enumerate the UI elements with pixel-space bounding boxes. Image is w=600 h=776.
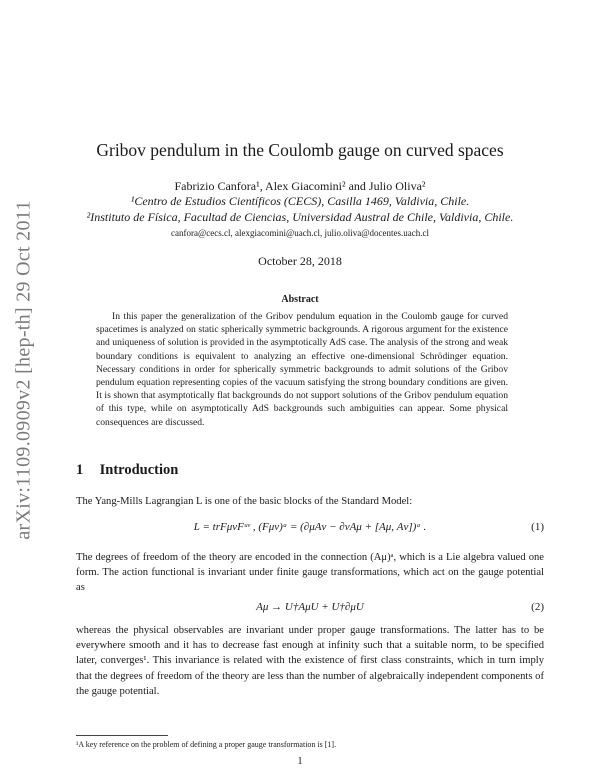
arxiv-identifier-text: arXiv:1109.0909v2 [hep-th] 29 Oct 2011 [12,200,35,540]
equation-1-number: (1) [531,521,544,533]
footnote-rule [76,735,168,736]
footnote: ¹A key reference on the problem of defining a proper gauge transformation is [1]. [76,740,337,749]
section-title: Introduction [99,462,179,478]
paragraph-3: whereas the physical observables are invariant under proper gauge transformations. The latter has to be everywhere smooth and it has to decrease fast enough at infinity such that a suitable norm, to be specified later, converges¹. This invariance is related with the existence of first class constraints, which in turn imply that the degrees of freedom of the theory are less than the number of algebraically independent components of the gauge potential. [76,625,544,697]
author-emails: canfora@cecs.cl, alexgiacomini@uach.cl, julio.oliva@docentes.uach.cl [170,228,429,238]
paper-title: Gribov pendulum in the Coulomb gauge on curved spaces [96,140,504,160]
abstract-heading: Abstract [281,294,319,305]
equation-1-body: L = trFμνFᵘᵛ , (Fμν)ᵃ = (∂μAν − ∂νAμ + [Aμ, Aν])ᵃ . [193,521,427,533]
section-heading [76,462,178,479]
equation-2-number: (2) [531,601,544,613]
author-list: Fabrizio Canfora¹, Alex Giacomini² and Julio Oliva² [174,179,426,193]
affiliation-1: ¹Centro de Estudios Científicos (CECS), Casilla 1469, Valdivia, Chile. [130,194,470,208]
affiliation-2: ²Instituto de Física, Facultad de Ciencias, Universidad Austral de Chile, Valdivia, Chile. [86,210,514,224]
paper-date: October 28, 2018 [258,254,342,268]
arxiv-identifier [4,190,44,550]
abstract-text: In this paper the generalization of the Gribov pendulum equation in the Coulomb gauge for curved spacetimes is analyzed on static spherically symmetric backgrounds. A rigorous argument for the existence and uniqueness of solution is provided in the asymptotically AdS case. The analysis of the strong and weak boundary conditions is equivalent to analyzing an effective one-dimensional Schrödinger equation. Necessary conditions in order for spherically symmetric backgrounds to admit solutions of the Gribov pendulum equation representing copies of the vacuum satisfying the strong boundary conditions are given. It is shown that asymptotically flat backgrounds do not support solutions of the Gribov pendulum equation of this type, while on asymptotically AdS backgrounds such ambiguities can appear. Some physical consequences are discussed. [96,311,508,428]
paragraph-1: The Yang-Mills Lagrangian L is one of the basic blocks of the Standard Model: [76,496,413,507]
equation-2-body: Aμ → U†AμU + U†∂μU [256,601,364,613]
paragraph-2: The degrees of freedom of the theory are encoded in the connection (Aμ)ᵃ, which is a Lie algebra valued one form. The action functional is invariant under finite gauge transformations, which act on the gauge potential as [76,552,544,594]
page-number: 1 [297,756,303,767]
section-number: 1 [76,462,84,478]
